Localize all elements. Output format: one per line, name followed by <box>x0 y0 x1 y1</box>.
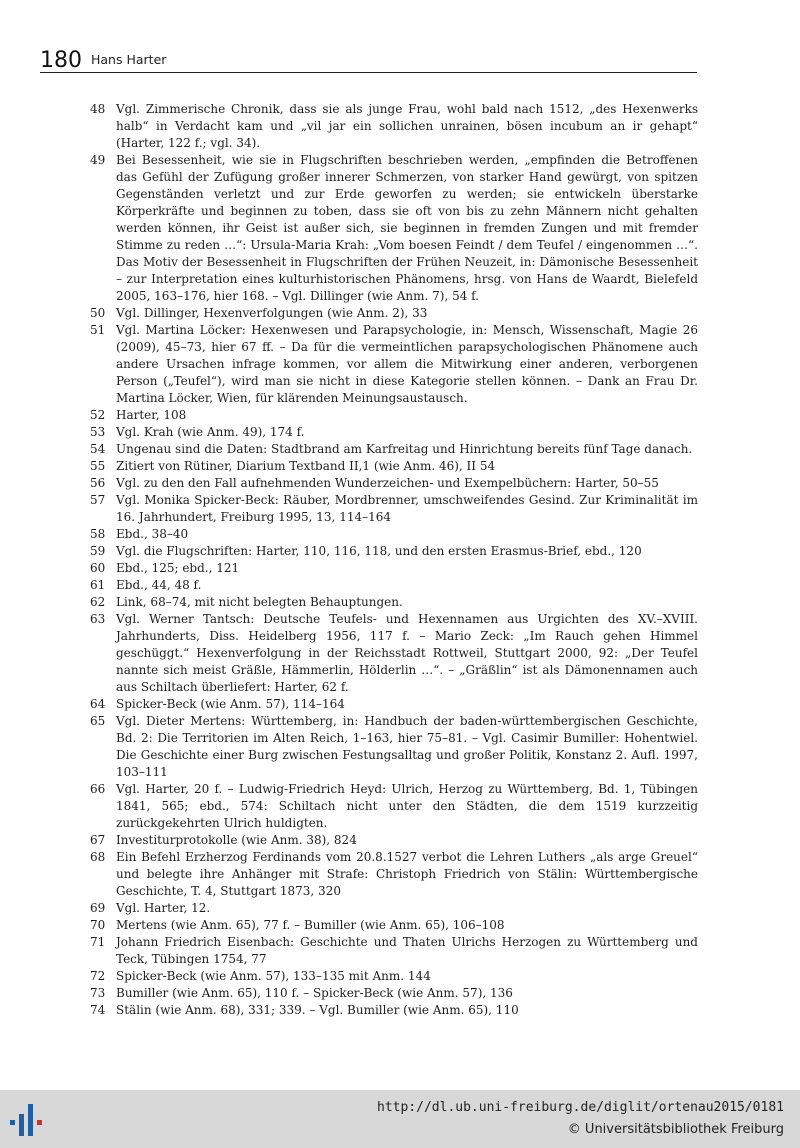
footnote-number: 59 <box>90 544 106 558</box>
footnote <box>90 101 698 152</box>
footnote-text: Johann Friedrich Eisenbach: Geschichte und Thaten Ulrichs Herzogen zu Württemberg und Teck, Tübingen 1754, 77 <box>116 935 698 966</box>
footnote-number: 56 <box>90 476 106 490</box>
footnote <box>90 832 698 849</box>
footnote <box>90 458 698 475</box>
footnote-number: 58 <box>90 527 106 541</box>
footnote-number: 65 <box>90 714 106 728</box>
footnote-number: 70 <box>90 918 106 932</box>
footnote-number: 61 <box>90 578 106 592</box>
footnote-text: Zitiert von Rütiner, Diarium Textband II,1 (wie Anm. 46), II 54 <box>116 459 496 473</box>
footnote-number: 53 <box>90 425 106 439</box>
copyright-text: © Universitätsbibliothek Freiburg <box>567 1122 784 1137</box>
footnote <box>90 934 698 968</box>
footnote-number: 60 <box>90 561 106 575</box>
footnotes-list <box>90 101 698 1019</box>
footnote <box>90 968 698 985</box>
footnote-text: Bumiller (wie Anm. 65), 110 f. – Spicker-Beck (wie Anm. 57), 136 <box>116 986 513 1000</box>
footnote-text: Stälin (wie Anm. 68), 331; 339. – Vgl. Bumiller (wie Anm. 65), 110 <box>116 1003 519 1017</box>
footnote-number: 64 <box>90 697 106 711</box>
footnote-text: Vgl. Monika Spicker-Beck: Räuber, Mordbrenner, umschweifendes Gesind. Zur Kriminalität im 16. Jahrhundert, Freiburg 1995, 13, 114–164 <box>116 493 698 524</box>
footnote-text: Ein Befehl Erzherzog Ferdinands vom 20.8.1527 verbot die Lehren Luthers „als arge Greuel“ und belegte ihre Anhänger mit Strafe: Christoph Friedrich von Stälin: Württembergische Geschichte, T. 4, Stuttgart 1873, 320 <box>116 850 698 898</box>
footnote-text: Vgl. Zimmerische Chronik, dass sie als junge Frau, wohl bald nach 1512, „des Hexenwerks halb“ in Verdacht kam und „vil jar ein sollichen unrainen, bösen incubum an ir gehapt“ (Harter, 122 f.; vgl. 34). <box>116 102 698 150</box>
footnote-number: 67 <box>90 833 106 847</box>
footnote-number: 52 <box>90 408 106 422</box>
footnote-text: Vgl. Harter, 12. <box>116 901 211 915</box>
page-number: 180 <box>40 48 82 73</box>
footnote <box>90 1002 698 1019</box>
footnote-text: Vgl. Dieter Mertens: Württemberg, in: Handbuch der baden-württembergischen Geschichte, Bd. 2: Die Territorien im Alten Reich, 1–163, hier 75–81. – Vgl. Casimir Bumiller: Hohentwiel. Die Geschichte einer Burg zwischen Festungsalltag und großer Politik, Konstanz 2. Aufl. 1997, 103–111 <box>116 714 698 779</box>
footnote-text: Ebd., 44, 48 f. <box>116 578 202 592</box>
footnote <box>90 475 698 492</box>
footnote <box>90 985 698 1002</box>
footnote-number: 54 <box>90 442 106 456</box>
footnote <box>90 849 698 900</box>
footnote-number: 72 <box>90 969 106 983</box>
footnote-text: Vgl. zu den den Fall aufnehmenden Wunderzeichen- und Exempelbüchern: Harter, 50–55 <box>116 476 659 490</box>
footnote-text: Ungenau sind die Daten: Stadtbrand am Karfreitag und Hinrichtung bereits fünf Tage danach. <box>116 442 693 456</box>
page-header <box>40 48 697 73</box>
footnote-number: 49 <box>90 153 106 167</box>
footnote-number: 73 <box>90 986 106 1000</box>
footnote-number: 57 <box>90 493 106 507</box>
footnote-text: Investiturprotokolle (wie Anm. 38), 824 <box>116 833 357 847</box>
footnote <box>90 492 698 526</box>
footnote-text: Ebd., 38–40 <box>116 527 189 541</box>
footnote-number: 66 <box>90 782 106 796</box>
footnote-number: 50 <box>90 306 106 320</box>
footnote-number: 55 <box>90 459 106 473</box>
footnote <box>90 322 698 407</box>
footnote <box>90 900 698 917</box>
footnote-number: 63 <box>90 612 106 626</box>
footer-bar <box>0 1090 800 1148</box>
footnote <box>90 526 698 543</box>
footnote <box>90 152 698 305</box>
footnote-number: 71 <box>90 935 106 949</box>
document-url-link[interactable]: http://dl.ub.uni-freiburg.de/diglit/ortenau2015/0181 <box>377 1100 784 1115</box>
footnote <box>90 917 698 934</box>
footnote-number: 69 <box>90 901 106 915</box>
footnote <box>90 577 698 594</box>
footnote-text: Spicker-Beck (wie Anm. 57), 114–164 <box>116 697 345 711</box>
footnote-text: Vgl. Dillinger, Hexenverfolgungen (wie Anm. 2), 33 <box>116 306 428 320</box>
footnote-text: Vgl. Krah (wie Anm. 49), 174 f. <box>116 425 305 439</box>
footnote-text: Vgl. Martina Löcker: Hexenwesen und Parapsychologie, in: Mensch, Wissenschaft, Magie 26 (2009), 45–73, hier 67 ff. – Da für die vermeintlichen parapsychologischen Phänomene auch andere Ursachen infrage kommen, vor allem die Mitwirkung einer anderen, verborgenen Person („Teufel“), wird man sie nicht in diese Kategorie stellen können. – Dank an Frau Dr. Martina Löcker, Wien, für klärenden Meinungsaustausch. <box>116 323 698 405</box>
footnote-text: Bei Besessenheit, wie sie in Flugschriften beschrieben werden, „empfinden die Betroffenen das Gefühl der Zufügung großer innerer Schmerzen, von starker Hand gewürgt, von spitzen Gegenständen verletzt und zur Erde geworfen zu werden; sie entwickeln überstarke Körperkräfte und beginnen zu toben, dass sie oft von bis zu zehn Männern nicht gehalten werden können, ihr Geist ist außer sich, sie beginnen in fremden Zungen und mit fremder Stimme zu reden …“: Ursula-Maria Krah: „Vom boesen Feindt / dem Teufel / eingenommen …“. Das Motiv der Besessenheit in Flugschriften der Frühen Neuzeit, in: Dämonische Besessenheit – zur Interpretation eines kulturhistorischen Phänomens, hrsg. von Hans de Waardt, Bielefeld 2005, 163–176, hier 168. – Vgl. Dillinger (wie Anm. 7), 54 f. <box>116 153 698 303</box>
footnote-number: 62 <box>90 595 106 609</box>
footnote <box>90 713 698 781</box>
footnote <box>90 424 698 441</box>
footnote <box>90 543 698 560</box>
footnote <box>90 441 698 458</box>
footnote <box>90 407 698 424</box>
footnote-number: 48 <box>90 102 106 116</box>
footnote-number: 74 <box>90 1003 106 1017</box>
footnote-number: 68 <box>90 850 106 864</box>
footnote-text: Ebd., 125; ebd., 121 <box>116 561 240 575</box>
footnote <box>90 696 698 713</box>
footnote-text: Vgl. die Flugschriften: Harter, 110, 116, 118, und den ersten Erasmus-Brief, ebd., 120 <box>116 544 642 558</box>
footnote <box>90 560 698 577</box>
running-head: Hans Harter <box>91 52 167 67</box>
footnote-text: Mertens (wie Anm. 65), 77 f. – Bumiller (wie Anm. 65), 106–108 <box>116 918 505 932</box>
footnote <box>90 781 698 832</box>
footnote <box>90 594 698 611</box>
footnote-text: Harter, 108 <box>116 408 187 422</box>
footnote <box>90 305 698 322</box>
footnote <box>90 611 698 696</box>
library-logo-icon <box>8 1100 48 1140</box>
footnote-text: Vgl. Werner Tantsch: Deutsche Teufels- und Hexennamen aus Urgichten des XV.–XVIII. Jahrhunderts, Diss. Heidelberg 1956, 117 f. – Mario Zeck: „Im Rauch gehen Himmel geschüggt.“ Hexenverfolgung in der Reichsstadt Rottweil, Stuttgart 2000, 92: „Der Teufel nannte sich meist Gräßle, Hämmerlin, Hölderlin …“. – „Gräßlin“ ist als Dämonennamen auch aus Schiltach überliefert: Harter, 62 f. <box>116 612 698 694</box>
footnote-number: 51 <box>90 323 106 337</box>
footnote-text: Spicker-Beck (wie Anm. 57), 133–135 mit Anm. 144 <box>116 969 431 983</box>
footnote-text: Vgl. Harter, 20 f. – Ludwig-Friedrich Heyd: Ulrich, Herzog zu Württemberg, Bd. 1, Tübingen 1841, 565; ebd., 574: Schiltach nicht unter den Städten, die dem 1519 kurzzeitig zurückgekehrten Ulrich huldigten. <box>116 782 698 830</box>
footnote-text: Link, 68–74, mit nicht belegten Behauptungen. <box>116 595 403 609</box>
